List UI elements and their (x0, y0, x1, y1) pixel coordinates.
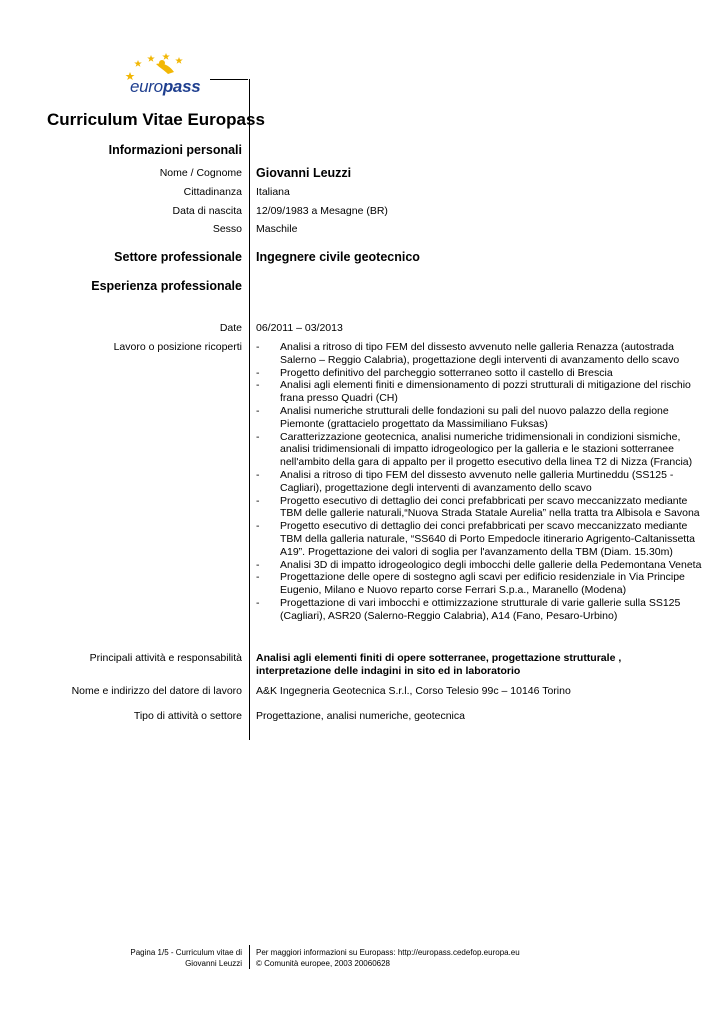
sector-label: Settore professionale (114, 250, 242, 264)
list-item: - Analisi a ritroso di tipo FEM del dissesto avvenuto nelle galleria Murtineddu (SS125 - Cagliari), progettazione degli interventi di avanzamento dello scavo (256, 468, 674, 494)
activity-type-value: Progettazione, analisi numeriche, geotecnica (256, 710, 465, 722)
list-item: - Analisi numeriche strutturali delle fondazioni su pali del nuovo palazzo della regione Piemonte (grattacielo progettato da Massimiliano Fuksas) (256, 404, 669, 430)
sex-label: Sesso (212, 223, 242, 235)
sector-value: Ingegnere civile geotecnico (256, 250, 420, 264)
cv-title: Curriculum Vitae Europass (47, 110, 265, 129)
list-item-text: Analisi 3D di impatto idrogeologico degli imbocchi delle gallerie della Pedemontana Veneta (280, 558, 702, 571)
job-label: Lavoro o posizione ricoperti (113, 341, 242, 353)
footer-info-line2: © Comunità europee, 2003 20060628 (256, 959, 390, 968)
list-item: - Analisi 3D di impatto idrogeologico degli imbocchi delle gallerie della Pedemontana Veneta (256, 558, 702, 571)
list-item: - Analisi a ritroso di tipo FEM del dissesto avvenuto nelle galleria Renazza (autostrada Salerno – Reggio Calabria), progettazione degli interventi di avanzamento dello scavo (256, 341, 680, 366)
activities-value: Analisi agli elementi finiti di opere sotterranee, progettazione strutturale , interpretazione delle indagini in sito ed in laboratorio (256, 652, 622, 677)
citizenship-value: Italiana (256, 186, 290, 198)
list-item-text: Progetto esecutivo di dettaglio dei conci prefabbricati per scavo meccanizzato mediante TBM della galleria naturale, “SS640 di Porto Empedocle itinerario Agrigento-Caltanissetta A19”. Progettazione dei valori di soglia per l'avanzamento della TBM (Diam. 15.30m) (280, 520, 695, 558)
birth-value: 12/09/1983 a Mesagne (BR) (256, 205, 388, 217)
name-value: Giovanni Leuzzi (256, 166, 352, 180)
personal-info-heading: Informazioni personali (108, 143, 242, 157)
list-item-text: Progettazione di vari imbocchi e ottimizzazione strutturale di varie gallerie sulla SS125 (Cagliari), ASR20 (Salerno-Reggio Calabria), A14 (Fano, Pesaro-Urbino) (280, 596, 681, 622)
list-item: - Progetto esecutivo di dettaglio dei conci prefabbricati per scavo meccanizzato mediante TBM della galleria naturale, “SS640 di Porto Empedocle itinerario Agrigento-Caltanissetta A19”. Progettazione dei valori di soglia per l'avanzamento della TBM (Diam. 15.30m) (256, 520, 695, 558)
employer-value: A&K Ingegneria Geotecnica S.r.l., Corso Telesio 99c – 10146 Torino (256, 685, 571, 697)
list-item-text: Progetto definitivo del parcheggio sotterraneo sotto il castello di Brescia (280, 366, 613, 379)
employer-label: Nome e indirizzo del datore di lavoro (71, 685, 242, 697)
footer-page-info (130, 947, 242, 969)
list-item: - Progettazione delle opere di sostegno agli scavi per edificio residenziale in Via Principe Eugenio, Milano e Nuovo reparto corse Ferrari S.p.a., Maranello (Modena) (256, 571, 685, 597)
list-item-text: Analisi a ritroso di tipo FEM del dissesto avvenuto nelle galleria Renazza (autostrada Salerno – Reggio Calabria), progettazione degli interventi di avanzamento dello scavo (280, 341, 680, 366)
experience-heading: Esperienza professionale (91, 279, 242, 293)
list-item-text: Analisi agli elementi finiti e dimensionamento di pozzi strutturali di mitigazione del rischio frana presso Quadri (CH) (280, 379, 691, 405)
activity-type-label: Tipo di attività o settore (133, 710, 242, 722)
date-value: 06/2011 – 03/2013 (256, 322, 343, 334)
list-item-text: Analisi a ritroso di tipo FEM del dissesto avvenuto nelle galleria Murtineddu (SS125 - Cagliari), progettazione degli interventi di avanzamento dello scavo (280, 468, 674, 494)
footer-divider (249, 945, 250, 969)
list-item: - Progettazione di vari imbocchi e ottimizzazione strutturale di varie gallerie sulla SS125 (Cagliari), ASR20 (Salerno-Reggio Calabria), A14 (Fano, Pesaro-Urbino) (256, 596, 681, 622)
sex-value: Maschile (256, 223, 298, 235)
footer-page-line2: Giovanni Leuzzi (185, 959, 242, 968)
footer-page-line1: Pagina 1/5 - Curriculum vitae di (130, 948, 242, 957)
job-list (256, 341, 704, 623)
footer-info (256, 947, 520, 969)
column-divider (249, 79, 250, 740)
list-item-text: Progettazione delle opere di sostegno agli scavi per edificio residenziale in Via Principe Eugenio, Milano e Nuovo reparto corse Ferrari S.p.a., Maranello (Modena) (280, 571, 685, 597)
list-item-text: Progetto esecutivo di dettaglio dei conci prefabbricati per scavo meccanizzato mediante TBM delle gallerie naturali,“Nuova Strada Statale Aurelia” nella tratta tra Albisola e Savona (280, 494, 700, 520)
birth-label: Data di nascita (172, 205, 242, 217)
list-item: - Progetto definitivo del parcheggio sotterraneo sotto il castello di Brescia (256, 366, 613, 379)
header-rule (210, 79, 248, 80)
list-item-text: Analisi numeriche strutturali delle fondazioni su pali del nuovo palazzo della regione Piemonte (grattacielo progettato da Massimiliano Fuksas) (280, 404, 669, 430)
citizenship-label: Cittadinanza (183, 186, 242, 198)
name-label: Nome / Cognome (159, 167, 242, 179)
logo-prefix: euro (130, 77, 163, 96)
logo-suffix: pass (162, 77, 201, 96)
list-item: - Analisi agli elementi finiti e dimensionamento di pozzi strutturali di mitigazione del rischio frana presso Quadri (CH) (256, 379, 691, 405)
footer-info-line1: Per maggiori informazioni su Europass: http://europass.cedefop.europa.eu (256, 948, 520, 957)
activities-label: Principali attività e responsabilità (89, 652, 242, 664)
list-item: - Caratterizzazione geotecnica, analisi numeriche tridimensionali in condizioni sismiche, analisi tridimensionali di impatto idrogeologico per la galleria e le stazioni sotterranee nell'ambito della gara di appalto per il progetto esecutivo della linea T2 di Nizza (Francia) (256, 430, 693, 469)
date-label: Date (219, 322, 242, 334)
list-item-text: Caratterizzazione geotecnica, analisi numeriche tridimensionali in condizioni sismiche, analisi tridimensionali di impatto idrogeologico per la galleria e le stazioni sotterranee nell'ambito della gara di appalto per il progetto esecutivo della linea T2 di Nizza (Francia) (280, 430, 693, 469)
europass-wordmark (130, 77, 200, 97)
list-item: - Progetto esecutivo di dettaglio dei conci prefabbricati per scavo meccanizzato mediante TBM delle gallerie naturali,“Nuova Strada Statale Aurelia” nella tratta tra Albisola e Savona (256, 494, 700, 520)
